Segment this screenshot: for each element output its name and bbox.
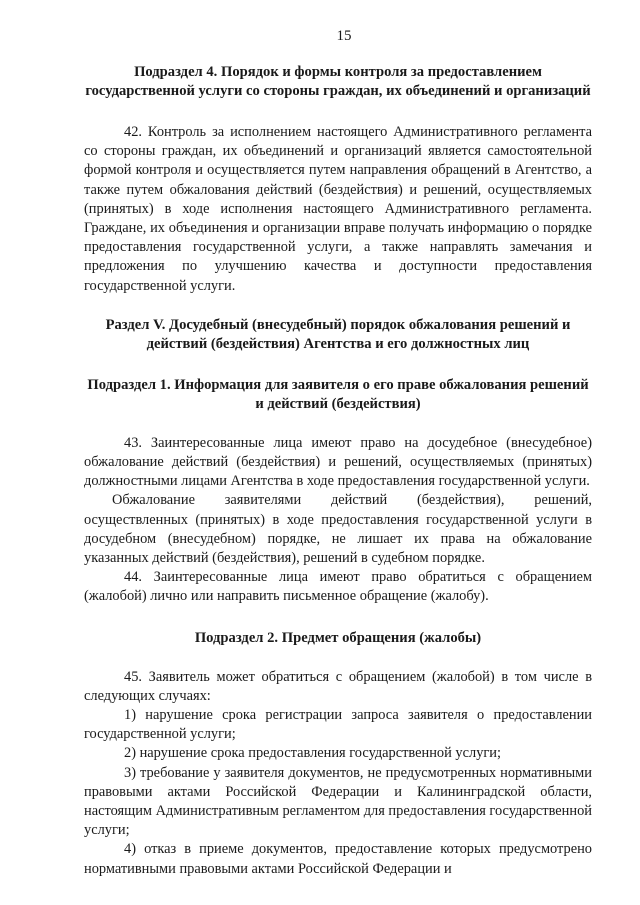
subsection-4-heading: Подраздел 4. Порядок и формы контроля за предоставлением государственной услуги со стороны граждан, их объединений и организаций <box>85 64 591 99</box>
paragraph-43-appeal: Обжалование заявителями действий (бездействия), решений, осуществленных (принятых) в ходе предоставления государственной услуги в досудебном (внесудебном) порядке, не лишает их права на обжалование указанных действий (бездействия), решений в судебном порядке. <box>84 492 592 567</box>
list-item: 2) нарушение срока предоставления государственной услуги; <box>124 745 501 762</box>
list-item: 3) требование у заявителя документов, не предусмотренных нормативными правовыми актами Российской Федерации и Калининградской области, настоящим Административным регламентом для предоставления государственной услуги; <box>84 764 592 839</box>
page-number: 15 <box>336 28 352 44</box>
paragraph-45: 45. Заявитель может обратиться с обращением (жалобой) в том числе в следующих случаях: <box>84 668 592 704</box>
subsection-2-heading: Подраздел 2. Предмет обращения (жалобы) <box>194 629 482 646</box>
document-page <box>84 28 592 879</box>
paragraph-43: 43. Заинтересованные лица имеют право на досудебное (внесудебное) обжалование действий (бездействия) и решений, осуществляемых (принятых) должностными лицами Агентства в ходе предоставления государственной услуги. <box>84 434 592 490</box>
paragraph-42: 42. Контроль за исполнением настоящего Административного регламента со стороны граждан, их объединений и организаций является самостоятельной формой контроля и осуществляется путем направления обращений в Агентство, а также путем обжалования действий (бездействия) и решений, осуществляемых (принятых) в ходе исполнения настоящего Административного регламента. Граждане, их объединения и организации вправе получать информацию о порядке предоставления государственной услуги, а также направлять замечания и предложения по улучшению качества и доступности предоставления государственной услуги. <box>84 124 592 294</box>
paragraph-44: 44. Заинтересованные лица имеют право обратиться с обращением (жалобой) лично или направить письменное обращение (жалобу). <box>84 569 592 605</box>
list-item: 1) нарушение срока регистрации запроса заявителя о предоставлении государственной услуги; <box>84 707 592 743</box>
list-item: 4) отказ в приеме документов, предоставление которых предусмотрено нормативными правовыми актами Российской Федерации и <box>84 841 592 877</box>
subsection-1-heading: Подраздел 1. Информация для заявителя о его праве обжалования решений и действий (бездействия) <box>87 376 589 412</box>
section-5-heading: Раздел V. Досудебный (внесудебный) порядок обжалования решений и действий (бездействия) Агентства и его должностных лиц <box>105 316 571 352</box>
